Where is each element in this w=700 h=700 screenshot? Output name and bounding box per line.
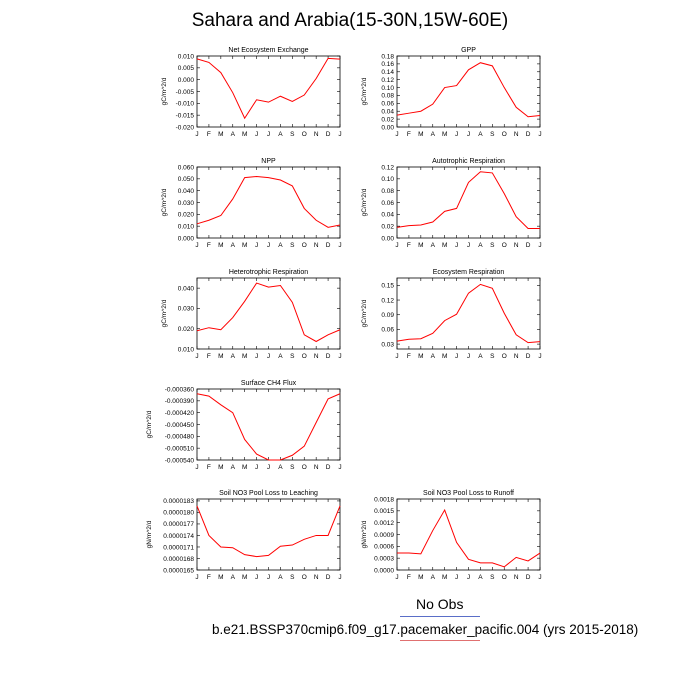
x-tick-label: M	[241, 353, 248, 360]
x-tick-label: O	[501, 353, 507, 360]
x-tick-label: A	[430, 574, 435, 581]
x-tick-label: N	[313, 464, 319, 471]
series-line	[197, 176, 340, 227]
chart-panel-7	[146, 380, 342, 471]
y-tick-label: 0.0000183	[163, 498, 194, 506]
y-tick-label: 0.005	[177, 65, 194, 73]
x-tick-label: M	[218, 131, 224, 138]
x-tick-label: J	[266, 131, 271, 138]
x-tick-label: A	[278, 464, 283, 471]
x-tick-label: S	[290, 242, 295, 249]
x-tick-label: J	[538, 131, 542, 138]
chart-title: GPP	[461, 47, 476, 54]
x-tick-label: J	[454, 242, 459, 249]
x-tick-label: A	[278, 574, 283, 581]
x-tick-label: A	[278, 353, 283, 360]
x-tick-label: J	[454, 574, 459, 581]
y-tick-label: 0.09	[381, 312, 394, 320]
x-tick-label: J	[195, 464, 199, 471]
chart-panel-9	[361, 490, 542, 581]
x-tick-label: D	[325, 464, 331, 471]
x-tick-label: J	[395, 131, 399, 138]
x-tick-label: F	[206, 242, 211, 249]
y-tick-label: 0.12	[381, 164, 394, 172]
chart-panel-8	[146, 490, 342, 581]
x-tick-label: A	[478, 353, 483, 360]
x-tick-label: J	[266, 574, 271, 581]
y-tick-label: 0.030	[177, 305, 194, 313]
y-tick-label: 0.060	[177, 164, 194, 172]
y-tick-label: 0.14	[381, 69, 394, 77]
y-tick-label: 0.18	[381, 53, 394, 61]
x-tick-label: N	[513, 574, 519, 581]
y-tick-label: 0.0000180	[163, 509, 194, 517]
x-tick-label: A	[230, 353, 235, 360]
x-tick-label: N	[313, 574, 319, 581]
x-tick-label: M	[418, 574, 424, 581]
y-tick-label: 0.03	[381, 341, 394, 349]
legend-run-line	[400, 640, 480, 641]
legend-obs-line	[400, 616, 480, 617]
series-line	[197, 506, 340, 557]
x-tick-label: D	[325, 353, 331, 360]
chart-panel-3	[161, 158, 342, 249]
y-tick-label: 0.06	[381, 199, 394, 207]
x-tick-label: S	[290, 464, 295, 471]
x-tick-label: N	[313, 131, 319, 138]
x-tick-label: F	[206, 464, 211, 471]
y-tick-label: 0.0000177	[163, 521, 194, 529]
x-tick-label: F	[206, 574, 211, 581]
x-tick-label: S	[490, 574, 495, 581]
x-tick-label: M	[218, 242, 224, 249]
x-tick-label: M	[441, 574, 448, 581]
x-tick-label: M	[441, 242, 448, 249]
chart-title: NPP	[261, 158, 276, 165]
y-tick-label: 0.0000174	[163, 532, 194, 540]
x-tick-label: J	[266, 464, 271, 471]
y-tick-label: 0.0000165	[163, 567, 194, 575]
x-tick-label: J	[338, 242, 342, 249]
x-tick-label: J	[195, 353, 199, 360]
x-tick-label: M	[218, 574, 224, 581]
x-tick-label: A	[478, 242, 483, 249]
series-line	[397, 63, 540, 117]
x-tick-label: D	[325, 574, 331, 581]
x-tick-label: O	[301, 131, 307, 138]
x-tick-label: J	[266, 353, 271, 360]
x-tick-label: D	[525, 131, 531, 138]
y-tick-label: 0.10	[381, 176, 394, 184]
x-tick-label: O	[301, 464, 307, 471]
y-tick-label: 0.02	[381, 223, 394, 231]
x-tick-label: A	[430, 242, 435, 249]
x-tick-label: J	[466, 131, 471, 138]
y-tick-label: 0.050	[177, 176, 194, 184]
y-tick-label: -0.000540	[164, 457, 194, 465]
y-tick-label: -0.005	[175, 88, 194, 96]
y-tick-label: 0.040	[177, 285, 194, 293]
x-tick-label: J	[338, 574, 342, 581]
y-tick-label: 0.00	[381, 124, 394, 132]
y-tick-label: -0.000510	[164, 445, 194, 453]
series-line	[197, 394, 340, 460]
y-tick-label: 0.0012	[374, 519, 394, 527]
x-tick-label: F	[406, 242, 411, 249]
y-axis-label: gC/m^2/d	[146, 410, 153, 439]
y-axis-label: gN/m^2/d	[361, 520, 368, 549]
x-tick-label: S	[490, 353, 495, 360]
y-tick-label: -0.015	[175, 112, 194, 120]
x-tick-label: J	[254, 464, 259, 471]
x-tick-label: J	[195, 242, 199, 249]
y-tick-label: 0.010	[177, 346, 194, 354]
x-tick-label: A	[278, 131, 283, 138]
y-tick-label: -0.000450	[164, 421, 194, 429]
y-tick-label: 0.04	[381, 211, 394, 219]
x-tick-label: O	[301, 242, 307, 249]
x-tick-label: A	[278, 242, 283, 249]
chart-panel-4	[361, 158, 542, 249]
x-tick-label: J	[254, 242, 259, 249]
x-tick-label: A	[230, 464, 235, 471]
y-tick-label: 0.02	[381, 116, 394, 124]
y-axis-label: gC/m^2/d	[361, 299, 368, 328]
x-tick-label: F	[206, 131, 211, 138]
x-tick-label: J	[538, 353, 542, 360]
y-tick-label: -0.000390	[164, 398, 194, 406]
chart-panel-6	[361, 269, 542, 360]
x-tick-label: J	[454, 131, 459, 138]
y-tick-label: 0.00	[381, 235, 394, 243]
y-axis-label: gN/m^2/d	[146, 520, 153, 549]
y-axis-label: gC/m^2/d	[161, 77, 168, 106]
x-tick-label: A	[230, 131, 235, 138]
x-tick-label: J	[395, 242, 399, 249]
y-axis-label: gC/m^2/d	[161, 299, 168, 328]
x-tick-label: D	[325, 242, 331, 249]
x-tick-label: F	[406, 574, 411, 581]
chart-title: Ecosystem Respiration	[432, 269, 505, 276]
x-tick-label: M	[218, 464, 224, 471]
x-tick-label: F	[206, 353, 211, 360]
y-tick-label: 0.04	[381, 108, 394, 116]
x-tick-label: S	[290, 353, 295, 360]
series-line	[397, 284, 540, 342]
x-tick-label: S	[290, 574, 295, 581]
x-tick-label: S	[290, 131, 295, 138]
plot-frame	[397, 167, 540, 238]
x-tick-label: O	[501, 131, 507, 138]
chart-title: Soil NO3 Pool Loss to Runoff	[423, 490, 514, 497]
x-tick-label: J	[538, 574, 542, 581]
series-line	[197, 283, 340, 341]
y-tick-label: 0.0000168	[163, 555, 194, 563]
x-tick-label: A	[430, 353, 435, 360]
y-tick-label: 0.12	[381, 76, 394, 84]
x-tick-label: M	[241, 131, 248, 138]
x-tick-label: J	[466, 242, 471, 249]
y-tick-label: 0.010	[177, 53, 194, 61]
x-tick-label: F	[406, 131, 411, 138]
page-title: Sahara and Arabia(15-30N,15W-60E)	[191, 10, 509, 31]
chart-title: Net Ecosystem Exchange	[228, 47, 309, 54]
series-line	[397, 510, 540, 567]
y-tick-label: -0.000420	[164, 409, 194, 417]
x-tick-label: D	[525, 574, 531, 581]
x-tick-label: M	[441, 131, 448, 138]
y-tick-label: 0.000	[177, 76, 194, 84]
y-tick-label: 0.010	[177, 223, 194, 231]
x-tick-label: M	[441, 353, 448, 360]
x-tick-label: M	[241, 242, 248, 249]
chart-title: Surface CH4 Flux	[240, 380, 297, 387]
x-tick-label: J	[338, 464, 342, 471]
x-tick-label: A	[230, 574, 235, 581]
x-tick-label: O	[301, 353, 307, 360]
x-tick-label: A	[478, 131, 483, 138]
y-tick-label: 0.0018	[374, 496, 394, 504]
x-tick-label: J	[195, 574, 199, 581]
y-axis-label: gC/m^2/d	[361, 77, 368, 106]
y-tick-label: 0.0006	[374, 543, 394, 551]
y-tick-label: 0.000	[177, 235, 194, 243]
x-tick-label: D	[525, 242, 531, 249]
x-tick-label: J	[266, 242, 271, 249]
y-tick-label: 0.0000171	[163, 544, 194, 552]
x-tick-label: F	[406, 353, 411, 360]
x-tick-label: J	[254, 574, 259, 581]
x-tick-label: N	[313, 353, 319, 360]
series-line	[397, 172, 540, 229]
x-tick-label: M	[218, 353, 224, 360]
y-tick-label: 0.06	[381, 100, 394, 108]
plot-frame	[197, 278, 340, 349]
plot-frame	[397, 56, 540, 127]
x-tick-label: M	[241, 574, 248, 581]
legend-obs-label: No Obs	[416, 596, 464, 612]
x-tick-label: M	[241, 464, 248, 471]
x-tick-label: J	[195, 131, 199, 138]
x-tick-label: A	[230, 242, 235, 249]
x-tick-label: N	[513, 131, 519, 138]
chart-title: Soil NO3 Pool Loss to Leaching	[219, 490, 318, 497]
series-line	[197, 58, 340, 118]
x-tick-label: M	[418, 353, 424, 360]
x-tick-label: O	[501, 574, 507, 581]
y-tick-label: 0.10	[381, 84, 394, 92]
y-tick-label: 0.0003	[374, 555, 394, 563]
y-axis-label: gC/m^2/d	[361, 188, 368, 217]
y-tick-label: 0.06	[381, 326, 394, 334]
x-tick-label: J	[466, 353, 471, 360]
y-tick-label: 0.12	[381, 297, 394, 305]
x-tick-label: M	[418, 242, 424, 249]
x-tick-label: D	[325, 131, 331, 138]
x-tick-label: O	[501, 242, 507, 249]
chart-title: Autotrophic Respiration	[432, 158, 505, 165]
x-tick-label: A	[478, 574, 483, 581]
x-tick-label: O	[301, 574, 307, 581]
y-tick-label: 0.040	[177, 187, 194, 195]
y-tick-label: 0.16	[381, 61, 394, 69]
x-tick-label: J	[395, 574, 399, 581]
x-tick-label: J	[254, 131, 259, 138]
x-tick-label: J	[454, 353, 459, 360]
x-tick-label: J	[338, 131, 342, 138]
y-tick-label: -0.010	[175, 100, 194, 108]
x-tick-label: J	[254, 353, 259, 360]
plot-frame	[197, 56, 340, 127]
chart-panel-1	[161, 47, 342, 138]
y-tick-label: 0.0000	[374, 567, 394, 575]
legend-run-label: b.e21.BSSP370cmip6.f09_g17.pacemaker_pacific.004 (yrs 2015-2018)	[212, 622, 639, 637]
y-tick-label: 0.020	[177, 211, 194, 219]
x-tick-label: M	[418, 131, 424, 138]
x-tick-label: S	[490, 131, 495, 138]
x-tick-label: J	[395, 353, 399, 360]
y-tick-label: 0.08	[381, 187, 394, 195]
y-tick-label: -0.020	[175, 124, 194, 132]
y-axis-label: gC/m^2/d	[161, 188, 168, 217]
x-tick-label: S	[490, 242, 495, 249]
y-tick-label: 0.0009	[374, 531, 394, 539]
x-tick-label: N	[313, 242, 319, 249]
y-tick-label: 0.15	[381, 282, 394, 290]
plot-frame	[197, 499, 340, 570]
x-tick-label: J	[538, 242, 542, 249]
y-tick-label: 0.08	[381, 92, 394, 100]
x-tick-label: J	[338, 353, 342, 360]
chart-title: Heterotrophic Respiration	[228, 269, 309, 276]
y-tick-label: 0.030	[177, 199, 194, 207]
y-tick-label: -0.000480	[164, 433, 194, 441]
plot-frame	[197, 389, 340, 460]
y-tick-label: 0.020	[177, 326, 194, 334]
x-tick-label: A	[430, 131, 435, 138]
chart-panel-2	[361, 47, 542, 138]
x-tick-label: J	[466, 574, 471, 581]
y-tick-label: -0.000360	[164, 386, 194, 394]
x-tick-label: D	[525, 353, 531, 360]
y-tick-label: 0.0015	[374, 508, 394, 516]
x-tick-label: N	[513, 353, 519, 360]
chart-panel-5	[161, 269, 342, 360]
x-tick-label: N	[513, 242, 519, 249]
